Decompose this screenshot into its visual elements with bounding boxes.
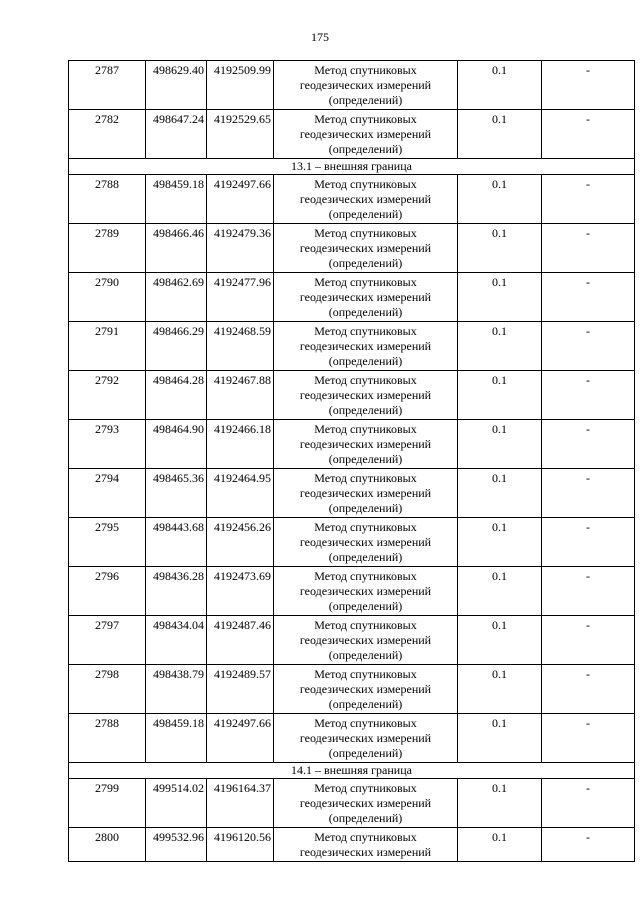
table-row (69, 322, 635, 371)
method-cell (274, 224, 458, 273)
method-text-line: геодезических измерений (299, 339, 432, 353)
method-text-line: геодезических измерений (299, 290, 432, 304)
x-coordinate-cell: 498464.90 (146, 420, 207, 469)
method-text-line: Метод спутниковых (314, 618, 417, 632)
method-text-line: (определений) (328, 354, 403, 368)
method-text-line: геодезических измерений (299, 633, 432, 647)
coordinates-table (68, 60, 635, 862)
method-text-line: (определений) (328, 93, 403, 107)
method-text-line: Метод спутниковых (314, 177, 417, 191)
y-coordinate-cell: 4192467.88 (207, 371, 274, 420)
x-coordinate-cell: 498464.28 (146, 371, 207, 420)
table-row (69, 828, 635, 862)
y-coordinate-cell: 4192473.69 (207, 567, 274, 616)
method-cell (274, 714, 458, 763)
table-row (69, 175, 635, 224)
method-text-line: Метод спутниковых (314, 63, 417, 77)
method-cell (274, 567, 458, 616)
method-text-line: Метод спутниковых (314, 373, 417, 387)
method-text-line: (определений) (328, 403, 403, 417)
x-coordinate-cell: 498647.24 (146, 110, 207, 159)
method-text-line: (определений) (328, 599, 403, 613)
note-cell: - (542, 224, 635, 273)
table-row (69, 779, 635, 828)
method-cell (274, 828, 458, 862)
point-number-cell: 2787 (69, 61, 146, 110)
point-number-cell: 2792 (69, 371, 146, 420)
method-text-line: Метод спутниковых (314, 830, 417, 844)
note-cell: - (542, 567, 635, 616)
note-cell: - (542, 322, 635, 371)
method-text-line: (определений) (328, 142, 403, 156)
section-label: 14.1 – внешняя граница (69, 763, 635, 779)
x-coordinate-cell: 498465.36 (146, 469, 207, 518)
method-text-line: геодезических измерений (299, 127, 432, 141)
y-coordinate-cell: 4192529.65 (207, 110, 274, 159)
table-row (69, 61, 635, 110)
x-coordinate-cell: 498466.46 (146, 224, 207, 273)
method-text-line: (определений) (328, 305, 403, 319)
accuracy-cell: 0.1 (458, 469, 542, 518)
section-header-row (69, 159, 635, 175)
method-text-line: Метод спутниковых (314, 226, 417, 240)
table-row (69, 420, 635, 469)
x-coordinate-cell: 499532.96 (146, 828, 207, 862)
y-coordinate-cell: 4192497.66 (207, 714, 274, 763)
accuracy-cell: 0.1 (458, 518, 542, 567)
x-coordinate-cell: 498434.04 (146, 616, 207, 665)
method-text-line: (определений) (328, 811, 403, 825)
accuracy-cell: 0.1 (458, 110, 542, 159)
note-cell: - (542, 110, 635, 159)
x-coordinate-cell: 498438.79 (146, 665, 207, 714)
method-text-line: геодезических измерений (299, 78, 432, 92)
method-text-line: геодезических измерений (299, 682, 432, 696)
method-cell (274, 420, 458, 469)
table-row (69, 469, 635, 518)
accuracy-cell: 0.1 (458, 828, 542, 862)
table-row (69, 567, 635, 616)
method-text-line: Метод спутниковых (314, 667, 417, 681)
note-cell: - (542, 616, 635, 665)
point-number-cell: 2791 (69, 322, 146, 371)
table-row (69, 616, 635, 665)
page-number: 175 (311, 30, 329, 44)
y-coordinate-cell: 4192509.99 (207, 61, 274, 110)
table-row (69, 224, 635, 273)
section-header-row (69, 763, 635, 779)
x-coordinate-cell: 499514.02 (146, 779, 207, 828)
method-cell (274, 665, 458, 714)
method-cell (274, 273, 458, 322)
method-text-line: Метод спутниковых (314, 716, 417, 730)
x-coordinate-cell: 498436.28 (146, 567, 207, 616)
method-cell (274, 110, 458, 159)
y-coordinate-cell: 4192489.57 (207, 665, 274, 714)
point-number-cell: 2797 (69, 616, 146, 665)
method-text-line: геодезических измерений (299, 486, 432, 500)
accuracy-cell: 0.1 (458, 322, 542, 371)
note-cell: - (542, 779, 635, 828)
y-coordinate-cell: 4192468.59 (207, 322, 274, 371)
accuracy-cell: 0.1 (458, 567, 542, 616)
method-text-line: (определений) (328, 501, 403, 515)
note-cell: - (542, 371, 635, 420)
y-coordinate-cell: 4192487.46 (207, 616, 274, 665)
method-text-line: Метод спутниковых (314, 275, 417, 289)
y-coordinate-cell: 4192466.18 (207, 420, 274, 469)
y-coordinate-cell: 4192497.66 (207, 175, 274, 224)
y-coordinate-cell: 4192456.26 (207, 518, 274, 567)
note-cell: - (542, 175, 635, 224)
accuracy-cell: 0.1 (458, 616, 542, 665)
note-cell: - (542, 420, 635, 469)
accuracy-cell: 0.1 (458, 371, 542, 420)
method-text-line: Метод спутниковых (314, 520, 417, 534)
accuracy-cell: 0.1 (458, 224, 542, 273)
method-text-line: (определений) (328, 550, 403, 564)
method-text-line: геодезических измерений (299, 584, 432, 598)
accuracy-cell: 0.1 (458, 714, 542, 763)
table-row (69, 518, 635, 567)
point-number-cell: 2796 (69, 567, 146, 616)
point-number-cell: 2793 (69, 420, 146, 469)
method-text-line: геодезических измерений (299, 241, 432, 255)
method-text-line: геодезических измерений (299, 437, 432, 451)
x-coordinate-cell: 498459.18 (146, 714, 207, 763)
method-cell (274, 518, 458, 567)
x-coordinate-cell: 498629.40 (146, 61, 207, 110)
method-text-line: (определений) (328, 648, 403, 662)
accuracy-cell: 0.1 (458, 665, 542, 714)
method-cell (274, 371, 458, 420)
method-text-line: Метод спутниковых (314, 781, 417, 795)
section-label: 13.1 – внешняя граница (69, 159, 635, 175)
method-cell (274, 469, 458, 518)
y-coordinate-cell: 4196164.37 (207, 779, 274, 828)
method-cell (274, 322, 458, 371)
method-text-line: Метод спутниковых (314, 569, 417, 583)
method-text-line: геодезических измерений (299, 731, 432, 745)
point-number-cell: 2795 (69, 518, 146, 567)
method-text-line: (определений) (328, 697, 403, 711)
y-coordinate-cell: 4192464.95 (207, 469, 274, 518)
method-text-line: Метод спутниковых (314, 112, 417, 126)
note-cell: - (542, 518, 635, 567)
point-number-cell: 2798 (69, 665, 146, 714)
accuracy-cell: 0.1 (458, 420, 542, 469)
accuracy-cell: 0.1 (458, 61, 542, 110)
y-coordinate-cell: 4196120.56 (207, 828, 274, 862)
note-cell: - (542, 714, 635, 763)
point-number-cell: 2799 (69, 779, 146, 828)
y-coordinate-cell: 4192477.96 (207, 273, 274, 322)
method-cell (274, 61, 458, 110)
method-cell (274, 175, 458, 224)
table-row (69, 110, 635, 159)
method-cell (274, 779, 458, 828)
method-text-line: Метод спутниковых (314, 324, 417, 338)
coordinates-table-body (69, 61, 635, 862)
method-cell (274, 616, 458, 665)
note-cell: - (542, 273, 635, 322)
method-text-line: геодезических измерений (299, 845, 432, 859)
table-row (69, 371, 635, 420)
method-text-line: Метод спутниковых (314, 422, 417, 436)
x-coordinate-cell: 498443.68 (146, 518, 207, 567)
method-text-line: геодезических измерений (299, 796, 432, 810)
method-text-line: (определений) (328, 746, 403, 760)
method-text-line: Метод спутниковых (314, 471, 417, 485)
accuracy-cell: 0.1 (458, 175, 542, 224)
note-cell: - (542, 469, 635, 518)
method-text-line: геодезических измерений (299, 535, 432, 549)
method-text-line: геодезических измерений (299, 388, 432, 402)
note-cell: - (542, 665, 635, 714)
point-number-cell: 2789 (69, 224, 146, 273)
method-text-line: геодезических измерений (299, 192, 432, 206)
point-number-cell: 2782 (69, 110, 146, 159)
method-text-line: (определений) (328, 207, 403, 221)
point-number-cell: 2788 (69, 175, 146, 224)
point-number-cell: 2788 (69, 714, 146, 763)
x-coordinate-cell: 498466.29 (146, 322, 207, 371)
table-row (69, 273, 635, 322)
note-cell: - (542, 61, 635, 110)
method-text-line: (определений) (328, 256, 403, 270)
note-cell: - (542, 828, 635, 862)
accuracy-cell: 0.1 (458, 273, 542, 322)
table-row (69, 665, 635, 714)
x-coordinate-cell: 498462.69 (146, 273, 207, 322)
point-number-cell: 2800 (69, 828, 146, 862)
x-coordinate-cell: 498459.18 (146, 175, 207, 224)
point-number-cell: 2790 (69, 273, 146, 322)
accuracy-cell: 0.1 (458, 779, 542, 828)
point-number-cell: 2794 (69, 469, 146, 518)
table-row (69, 714, 635, 763)
y-coordinate-cell: 4192479.36 (207, 224, 274, 273)
method-text-line: (определений) (328, 452, 403, 466)
